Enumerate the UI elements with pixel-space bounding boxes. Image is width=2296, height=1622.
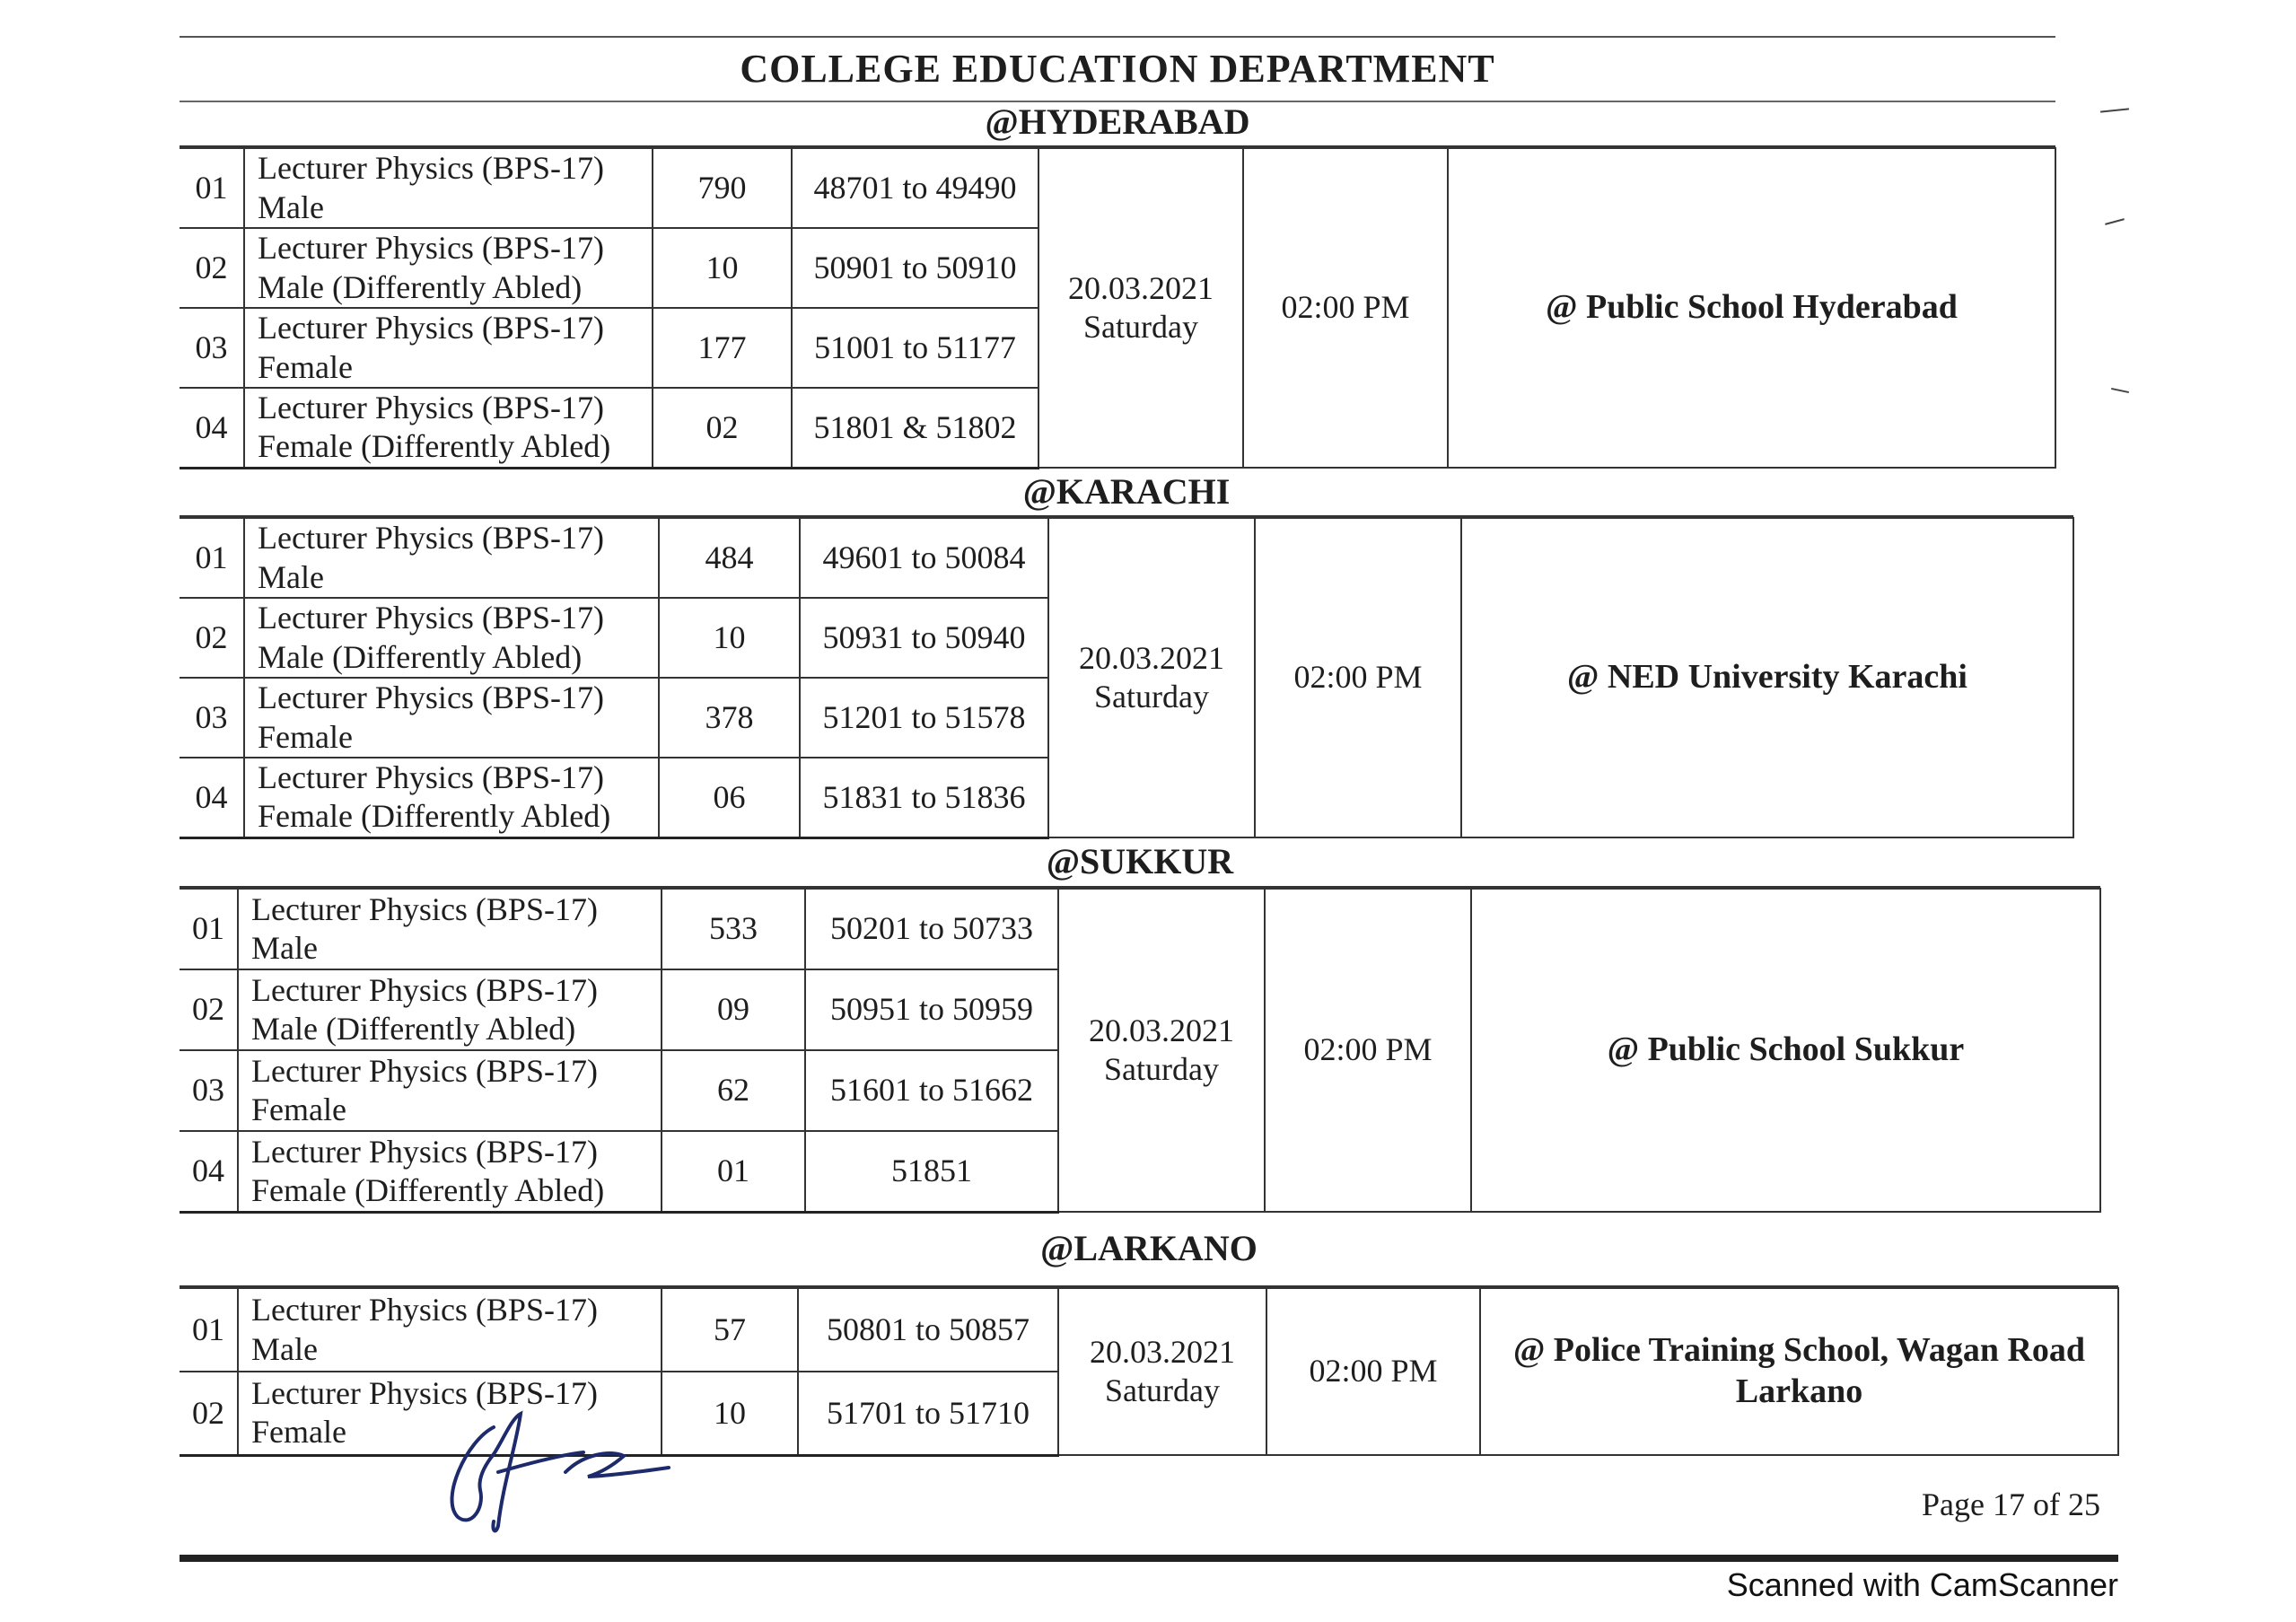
candidate-count: 02	[653, 388, 792, 468]
post-name: Lecturer Physics (BPS-17)	[258, 759, 604, 796]
serial-number: 03	[180, 1050, 238, 1131]
candidate-count: 790	[653, 148, 792, 228]
exam-venue: @ Public School Hyderabad	[1448, 148, 2055, 468]
post-category: Male	[251, 930, 318, 966]
post-cell	[244, 388, 653, 468]
roll-number-range: 51701 to 51710	[798, 1372, 1058, 1455]
serial-number: 03	[180, 308, 244, 388]
table-row	[180, 889, 2100, 969]
post-name: Lecturer Physics (BPS-17)	[251, 1133, 598, 1170]
exam-date-cell	[1058, 1288, 1266, 1455]
section-karachi	[180, 469, 2074, 839]
post-name: Lecturer Physics (BPS-17)	[251, 1375, 598, 1412]
post-name: Lecturer Physics (BPS-17)	[251, 971, 598, 1008]
serial-number: 01	[180, 889, 238, 969]
page-number: Page 17 of 25	[1922, 1486, 2100, 1522]
roll-number-range: 51851	[805, 1131, 1058, 1212]
roll-number-range: 50951 to 50959	[805, 969, 1058, 1050]
roll-number-range: 51801 & 51802	[792, 388, 1038, 468]
candidate-count: 10	[653, 228, 792, 308]
post-cell	[238, 969, 662, 1050]
roll-number-range: 48701 to 49490	[792, 148, 1038, 228]
section-heading: @KARACHI	[180, 469, 2073, 517]
candidate-count: 10	[659, 598, 800, 678]
post-category: Female (Differently Abled)	[258, 428, 611, 465]
post-cell	[244, 518, 659, 598]
post-category: Male	[251, 1330, 318, 1367]
post-category: Male	[258, 189, 324, 225]
candidate-count: 01	[662, 1131, 805, 1212]
post-cell	[244, 758, 659, 837]
exam-time: 02:00 PM	[1243, 148, 1448, 468]
post-category: Male (Differently Abled)	[258, 268, 583, 305]
roll-number-range: 50931 to 50940	[800, 598, 1048, 678]
candidate-count: 484	[659, 518, 800, 598]
post-category: Female	[251, 1092, 346, 1127]
serial-number: 02	[180, 969, 238, 1050]
candidate-count: 62	[662, 1050, 805, 1131]
exam-time: 02:00 PM	[1266, 1288, 1480, 1455]
post-cell	[244, 308, 653, 388]
post-name: Lecturer Physics (BPS-17)	[258, 150, 604, 187]
serial-number: 01	[180, 1288, 238, 1372]
schedule-table	[180, 147, 2056, 469]
exam-venue: @ NED University Karachi	[1461, 518, 2073, 837]
post-name: Lecturer Physics (BPS-17)	[258, 310, 604, 346]
post-cell	[238, 1131, 662, 1212]
post-category: Male	[258, 558, 324, 595]
roll-number-range: 51201 to 51578	[800, 678, 1048, 758]
serial-number: 01	[180, 148, 244, 228]
exam-date-cell	[1058, 889, 1265, 1212]
post-name: Lecturer Physics (BPS-17)	[258, 230, 604, 267]
table-row	[180, 148, 2055, 228]
post-cell	[244, 678, 659, 758]
post-category: Female (Differently Abled)	[258, 798, 611, 835]
roll-number-range: 49601 to 50084	[800, 518, 1048, 598]
post-cell	[238, 1288, 662, 1372]
exam-day: Saturday	[1105, 1372, 1220, 1408]
post-name: Lecturer Physics (BPS-17)	[251, 890, 598, 927]
department-title: COLLEGE EDUCATION DEPARTMENT	[180, 36, 2055, 102]
candidate-count: 533	[662, 889, 805, 969]
exam-day: Saturday	[1104, 1051, 1219, 1087]
exam-day: Saturday	[1094, 679, 1209, 715]
post-category: Female	[258, 348, 353, 385]
exam-time: 02:00 PM	[1255, 518, 1461, 837]
candidate-count: 10	[662, 1372, 798, 1455]
roll-number-range: 51831 to 51836	[800, 758, 1048, 837]
exam-date: 20.03.2021	[1079, 639, 1224, 676]
serial-number: 02	[180, 1372, 238, 1455]
section-sukkur	[180, 837, 2101, 1214]
exam-day: Saturday	[1083, 309, 1198, 345]
exam-date: 20.03.2021	[1068, 269, 1214, 306]
serial-number: 02	[180, 598, 244, 678]
footer-rule	[180, 1555, 2118, 1562]
exam-venue: @ Public School Sukkur	[1471, 889, 2100, 1212]
roll-number-range: 51601 to 51662	[805, 1050, 1058, 1131]
candidate-count: 09	[662, 969, 805, 1050]
exam-date: 20.03.2021	[1090, 1333, 1235, 1370]
post-category: Female	[251, 1414, 346, 1451]
section-heading: @SUKKUR	[180, 837, 2100, 888]
serial-number: 04	[180, 388, 244, 468]
post-cell	[244, 148, 653, 228]
edge-mark	[2111, 388, 2129, 393]
post-name: Lecturer Physics (BPS-17)	[251, 1052, 598, 1089]
post-cell	[238, 1050, 662, 1131]
post-name: Lecturer Physics (BPS-17)	[251, 1292, 598, 1328]
serial-number: 02	[180, 228, 244, 308]
table-row	[180, 518, 2073, 598]
post-name: Lecturer Physics (BPS-17)	[258, 679, 604, 716]
section-heading: @HYDERABAD	[180, 99, 2055, 147]
post-category: Male (Differently Abled)	[251, 1011, 576, 1047]
exam-time: 02:00 PM	[1265, 889, 1471, 1212]
schedule-table	[180, 888, 2101, 1214]
post-category: Female	[258, 718, 353, 755]
post-name: Lecturer Physics (BPS-17)	[258, 600, 604, 636]
candidate-count: 57	[662, 1288, 798, 1372]
serial-number: 04	[180, 758, 244, 837]
post-cell	[244, 598, 659, 678]
section-hyderabad	[180, 99, 2056, 469]
candidate-count: 06	[659, 758, 800, 837]
exam-date-cell	[1048, 518, 1255, 837]
venue-line-1: @ Police Training School, Wagan Road	[1512, 1331, 2086, 1370]
post-category: Male (Differently Abled)	[258, 638, 583, 675]
serial-number: 03	[180, 678, 244, 758]
roll-number-range: 50801 to 50857	[798, 1288, 1058, 1372]
edge-mark	[2105, 218, 2125, 225]
candidate-count: 177	[653, 308, 792, 388]
table-row	[180, 1288, 2118, 1372]
schedule-table	[180, 517, 2074, 839]
post-category: Female (Differently Abled)	[251, 1171, 605, 1208]
edge-mark	[2100, 108, 2129, 112]
candidate-count: 378	[659, 678, 800, 758]
exam-venue	[1480, 1288, 2118, 1455]
roll-number-range: 50201 to 50733	[805, 889, 1058, 969]
scanner-watermark: Scanned with CamScanner	[1726, 1566, 2118, 1603]
roll-number-range: 51001 to 51177	[792, 308, 1038, 388]
exam-date: 20.03.2021	[1089, 1012, 1234, 1048]
venue-line-2: Larkano	[1735, 1372, 1863, 1410]
exam-date-cell	[1038, 148, 1243, 468]
post-cell	[244, 228, 653, 308]
post-name: Lecturer Physics (BPS-17)	[258, 390, 604, 426]
post-cell	[238, 889, 662, 969]
serial-number: 01	[180, 518, 244, 598]
serial-number: 04	[180, 1131, 238, 1212]
signature-mark	[431, 1400, 682, 1535]
roll-number-range: 50901 to 50910	[792, 228, 1038, 308]
post-name: Lecturer Physics (BPS-17)	[258, 520, 604, 557]
section-heading: @LARKANO	[180, 1212, 2118, 1287]
